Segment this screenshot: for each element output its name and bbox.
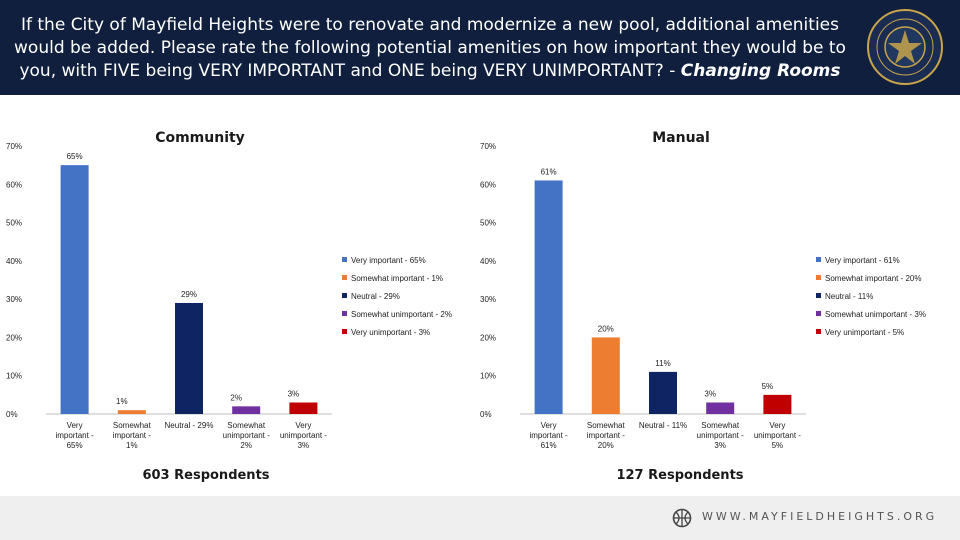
chart-1-data-label-somewhat-unimportant: 3% — [704, 389, 716, 399]
chart-0-legend-very-important: Very important - 65% — [351, 256, 426, 265]
chart-1-ytick: 40% — [480, 256, 497, 266]
chart-0-data-label-somewhat-important: 1% — [116, 397, 128, 407]
chart-0-legend-somewhat-unimportant: Somewhat unimportant - 2% — [351, 310, 452, 319]
question-subject: Changing Rooms — [680, 61, 841, 81]
chart-0-ytick: 70% — [6, 142, 23, 151]
chart-0-ytick: 50% — [6, 218, 23, 228]
header-banner — [0, 0, 960, 95]
chart-0-data-label-somewhat-unimportant: 2% — [230, 393, 242, 403]
city-seal-icon — [866, 8, 944, 86]
chart-0-bar-somewhat-unimportant — [232, 406, 260, 414]
question-text — [10, 14, 850, 83]
chart-1-ytick: 30% — [480, 295, 497, 305]
chart-0-category-label-very-important: Very important -65% — [55, 421, 94, 450]
chart-1-ytick: 20% — [480, 333, 497, 343]
manual-chart — [476, 126, 946, 491]
basketball-icon — [672, 508, 692, 528]
chart-1-legend-swatch-neutral — [816, 293, 821, 298]
chart-0-title: Community — [155, 130, 245, 146]
chart-0-ytick: 10% — [6, 371, 23, 381]
chart-1-bar-somewhat-unimportant — [706, 403, 734, 414]
chart-0-legend-very-unimportant: Very unimportant - 3% — [351, 328, 431, 337]
footer-bar — [0, 496, 960, 540]
chart-1-legend-somewhat-unimportant: Somewhat unimportant - 3% — [825, 310, 926, 319]
chart-0-ytick: 40% — [6, 256, 23, 266]
chart-0-category-label-very-unimportant: Very unimportant -3% — [279, 421, 327, 450]
chart-0-legend-swatch-somewhat-important — [342, 275, 347, 280]
chart-1-legend-swatch-somewhat-unimportant — [816, 311, 821, 316]
question-body: If the City of Mayfield Heights were to renovate and modernize a new pool, additional amenities would be added. Please rate the following potential amenities on how important they would be to you, with FIVE being VERY IMPORTANT and ONE being VERY UNIMPORTANT? - — [14, 15, 846, 81]
chart-1-data-label-neutral: 11% — [655, 358, 671, 368]
community-chart — [2, 126, 472, 491]
chart-0-ytick: 30% — [6, 295, 23, 305]
chart-1-data-label-somewhat-important: 20% — [597, 324, 614, 334]
chart-1-bar-very-important — [535, 180, 563, 414]
chart-1-bar-very-unimportant — [763, 395, 791, 414]
community-chart-svg — [2, 126, 472, 491]
chart-0-ytick: 20% — [6, 333, 23, 343]
chart-0-category-label-somewhat-unimportant: Somewhat unimportant -2% — [222, 421, 270, 450]
chart-1-ytick: 50% — [480, 218, 497, 228]
website-url: WWW.MAYFIELDHEIGHTS.ORG — [702, 510, 938, 523]
manual-chart-svg — [476, 126, 946, 491]
chart-1-ytick: 0% — [480, 410, 492, 419]
chart-0-data-label-neutral: 29% — [180, 289, 198, 299]
chart-0-bar-very-important — [61, 165, 89, 414]
chart-1-title: Manual — [652, 130, 710, 146]
chart-1-category-label-somewhat-important: Somewhat important -20% — [586, 421, 625, 450]
chart-0-category-label-somewhat-important: Somewhat important -1% — [112, 421, 151, 450]
chart-1-legend-very-important: Very important - 61% — [825, 256, 900, 265]
chart-0-legend-neutral: Neutral - 29% — [351, 292, 400, 301]
chart-0-ytick: 0% — [6, 410, 18, 419]
chart-0-legend-somewhat-important: Somewhat important - 1% — [351, 274, 444, 283]
chart-1-category-label-very-important: Very important -61% — [529, 421, 568, 450]
chart-0-data-label-very-unimportant: 3% — [287, 389, 300, 399]
chart-0-legend-swatch-neutral — [342, 293, 347, 298]
chart-1-category-label-somewhat-unimportant: Somewhat unimportant -3% — [696, 421, 744, 450]
chart-1-category-label-very-unimportant: Very unimportant -5% — [753, 421, 801, 450]
chart-0-ytick: 60% — [6, 180, 23, 190]
chart-0-respondents: 603 Respondents — [142, 468, 270, 483]
chart-1-ytick: 70% — [480, 142, 497, 151]
chart-0-bar-very-unimportant — [289, 403, 317, 414]
chart-1-legend-somewhat-important: Somewhat important - 20% — [825, 274, 922, 283]
chart-1-data-label-very-unimportant: 5% — [761, 381, 774, 391]
chart-1-ytick: 60% — [480, 180, 497, 190]
chart-0-bar-neutral — [175, 303, 203, 414]
chart-1-category-label-neutral: Neutral - 11% — [638, 421, 688, 430]
chart-1-legend-very-unimportant: Very unimportant - 5% — [825, 328, 905, 337]
chart-0-data-label-very-important: 65% — [66, 152, 83, 162]
chart-1-legend-swatch-very-important — [816, 257, 821, 262]
chart-1-bar-somewhat-important — [592, 337, 620, 414]
chart-1-respondents: 127 Respondents — [616, 468, 744, 483]
chart-1-ytick: 10% — [480, 371, 497, 381]
chart-0-category-label-neutral: Neutral - 29% — [164, 421, 214, 430]
chart-0-legend-swatch-very-important — [342, 257, 347, 262]
chart-1-legend-swatch-very-unimportant — [816, 329, 821, 334]
chart-1-legend-swatch-somewhat-important — [816, 275, 821, 280]
chart-0-legend-swatch-very-unimportant — [342, 329, 347, 334]
chart-1-bar-neutral — [649, 372, 677, 414]
chart-0-legend-swatch-somewhat-unimportant — [342, 311, 347, 316]
chart-1-data-label-very-important: 61% — [540, 167, 557, 177]
chart-1-legend-neutral: Neutral - 11% — [825, 292, 874, 301]
chart-0-bar-somewhat-important — [118, 410, 146, 414]
